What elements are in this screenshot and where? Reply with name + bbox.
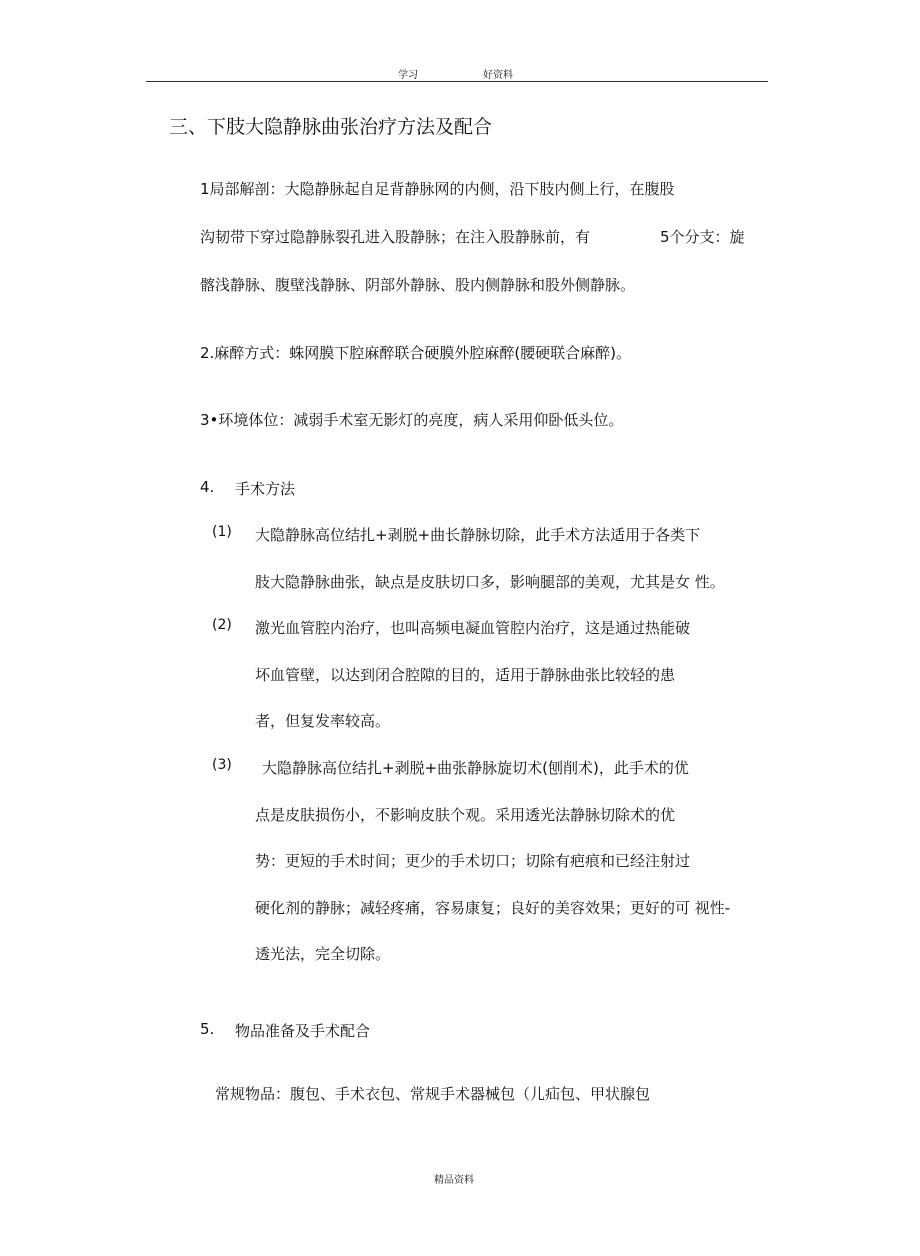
item3-line5: 透光法，完全切除。 — [255, 945, 391, 963]
sec1-line2a: 沟韧带下穿过隐静脉裂孔进入股静脉；在注入股静脉前，有 — [200, 228, 591, 246]
item3-line2: 点是皮肤损伤小，不影响皮肤个观。采用透光法静脉切除术的优 — [255, 806, 676, 824]
header-left-text: 学习 — [398, 70, 418, 81]
item1-line2: 肢大隐静脉曲张，缺点是皮肤切口多，影响腿部的美观，尤其是女 性。 — [255, 573, 725, 591]
item3-line1: 大隐静脉高位结扎+剥脱+曲张静脉旋切术(刨削术)，此手术的优 — [262, 759, 689, 777]
section-title: 三、下肢大隐静脉曲张治疗方法及配合 — [169, 116, 493, 138]
sec2-text: 2.麻醉方式：蛛网膜下腔麻醉联合硬膜外腔麻醉(腰硬联合麻醉)。 — [200, 344, 632, 362]
sec5-line1: 常规物品：腹包、手术衣包、常规手术器械包（儿疝包、甲状腺包 — [215, 1085, 651, 1103]
item2-line2: 坏血管壁，以达到闭合腔隙的目的，适用于静脉曲张比较轻的患 — [255, 666, 676, 684]
header-right-text: 好资料 — [483, 70, 513, 81]
header-divider — [146, 81, 768, 82]
item2-line3: 者，但复发率较高。 — [255, 712, 391, 730]
item2-line1: 激光血管腔内治疗，也叫高频电凝血管腔内治疗，这是通过热能破 — [255, 619, 691, 637]
item2-number: (2) — [212, 617, 232, 633]
item3-line4: 硬化剂的静脉；减轻疼痛，容易康复；良好的美容效果；更好的可 视性- — [255, 899, 731, 917]
sec4-heading: 手术方法 — [235, 480, 296, 498]
item1-number: (1) — [212, 524, 232, 540]
sec5-number: 5. — [200, 1020, 215, 1038]
sec5-heading: 物品准备及手术配合 — [235, 1022, 371, 1040]
footer-text: 精品资料 — [434, 1175, 474, 1186]
sec4-number: 4. — [200, 478, 215, 496]
sec1-line1: 1局部解剖：大隐静脉起自足背静脉网的内侧，沿下肢内侧上行，在腹股 — [200, 180, 675, 198]
item3-number: (3) — [212, 757, 232, 773]
sec1-line2b: 5个分支：旋 — [660, 228, 745, 246]
item3-line3: 势：更短的手术时间；更少的手术切口；切除有疤痕和已经注射过 — [255, 852, 691, 870]
sec3-text: 3•环境体位：减弱手术室无影灯的亮度，病人采用仰卧低头位。 — [200, 411, 624, 429]
sec1-line3: 髂浅静脉、腹壁浅静脉、阴部外静脉、股内侧静脉和股外侧静脉。 — [200, 276, 636, 294]
item1-line1: 大隐静脉高位结扎+剥脱+曲长静脉切除，此手术方法适用于各类下 — [255, 526, 701, 544]
